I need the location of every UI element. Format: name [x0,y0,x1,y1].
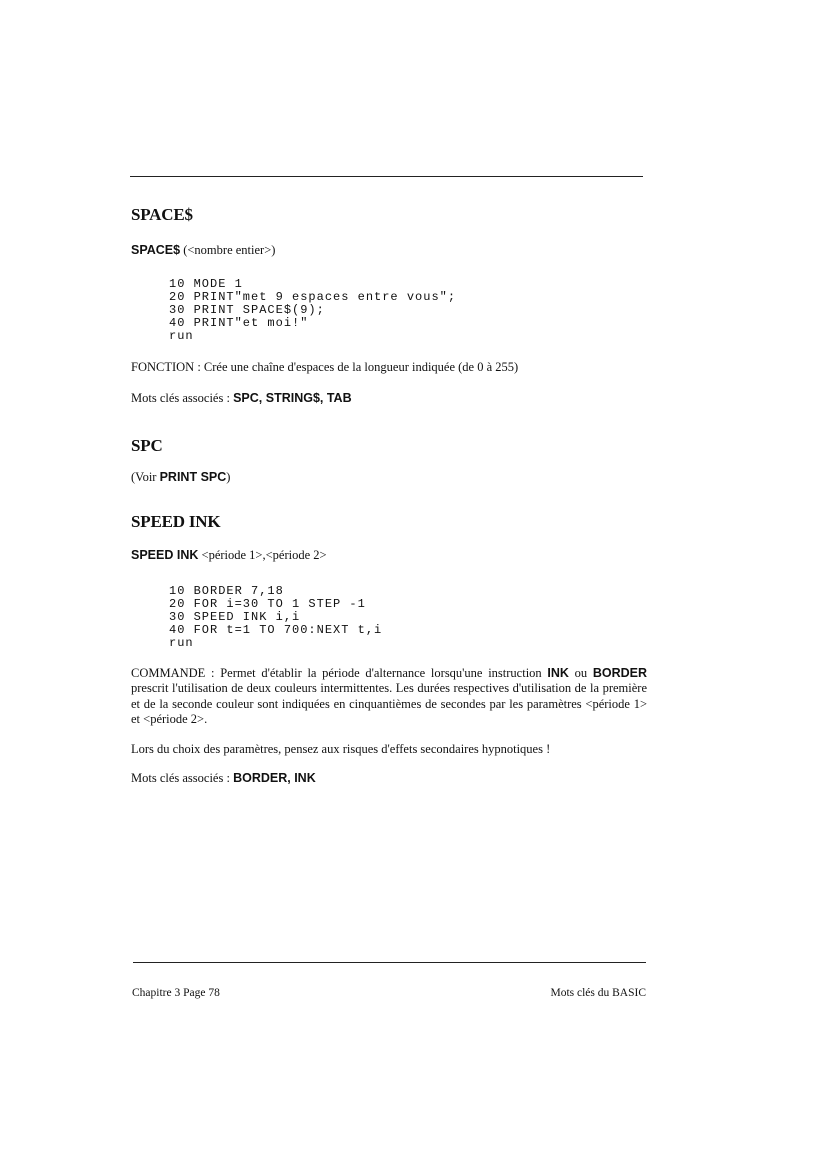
code-line: 30 PRINT SPACE$(9); [169,303,325,317]
see-close: ) [226,470,231,484]
description-space: FONCTION : Crée une chaîne d'espaces de la longueur indiquée (de 0 à 255) [131,360,519,374]
desc-text: prescrit l'utilisation de deux couleurs intermittentes. Les durées respectives d'utilisation de la première et de la seconde couleur sont indiquées en cinquantièmes de secondes par les paramètres <période 1> et <période 2>. [131,681,647,726]
code-line: run [169,635,194,650]
footer-page-number: Chapitre 3 Page 78 [132,987,220,999]
code-example-speed-ink [131,585,647,650]
desc-text: ou [568,665,593,680]
code-line: 10 BORDER 7,18 [169,583,284,598]
related-label: Mots clés associés : [131,771,234,785]
code-line: 40 PRINT"et moi!" [169,316,309,330]
syntax-args: (<nombre entier>) [180,243,276,257]
code-line: 20 PRINT"met 9 espaces entre vous"; [169,290,457,304]
code-line: 10 MODE 1 [169,277,243,291]
syntax-line-speed-ink [131,548,647,563]
related-label: Mots clés associés : [131,390,234,405]
syntax-keyword: SPEED INK [131,547,199,562]
section-title-space: SPACE$ [131,205,193,224]
see-open: (Voir [131,470,160,484]
desc-text: COMMANDE : Permet d'établir la période d'alternance lorsqu'une instruction [131,665,548,680]
header-rule [130,176,643,177]
see-keyword: PRINT SPC [159,470,227,484]
syntax-args: <période 1>,<période 2> [198,547,327,562]
footer-rule [133,962,646,963]
section-title-spc: SPC [131,436,163,455]
related-keywords: BORDER, INK [233,771,316,785]
code-line: 40 FOR t=1 TO 700:NEXT t,i [169,622,383,637]
note-speed-ink: Lors du choix des paramètres, pensez aux risques d'effets secondaires hypnotiques ! [131,741,551,756]
description-speed-ink [131,666,647,728]
desc-keyword-border: BORDER [592,665,647,680]
code-line: run [169,329,194,343]
page-content [131,205,647,787]
see-reference-spc [131,470,647,486]
section-title-speed-ink: SPEED INK [131,511,221,531]
footer-chapter-title: Mots clés du BASIC [550,987,646,999]
code-example-space [131,278,647,343]
desc-keyword-ink: INK [547,665,569,680]
code-line: 30 SPEED INK i,i [169,609,301,624]
code-line: 20 FOR i=30 TO 1 STEP -1 [169,596,366,611]
syntax-line-space [131,243,647,258]
related-keywords: SPC, STRING$, TAB [233,390,352,405]
syntax-keyword: SPACE$ [131,243,181,257]
related-keywords-space [131,391,647,407]
related-keywords-speed-ink [131,771,647,787]
